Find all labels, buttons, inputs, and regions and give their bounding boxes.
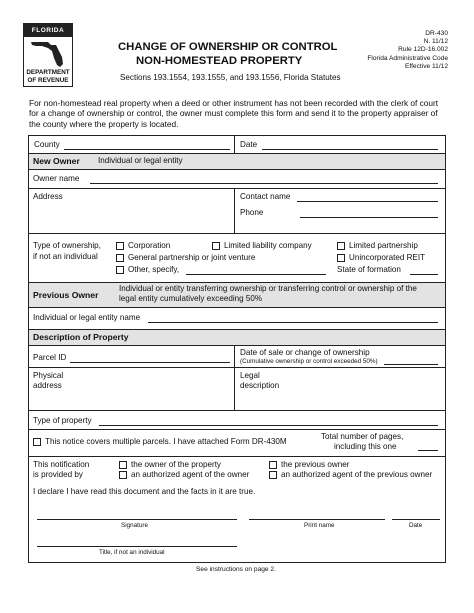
date-of-sale-note: (Cumulative ownership or control exceeded 50%) xyxy=(240,358,378,365)
new-owner-band xyxy=(29,153,445,169)
florida-dor-logo xyxy=(23,23,73,87)
county-field[interactable] xyxy=(64,149,230,150)
general-partnership-checkbox[interactable] xyxy=(116,254,124,262)
print-name-caption: Print name xyxy=(304,522,335,529)
type-of-property-field[interactable] xyxy=(99,425,438,426)
rule xyxy=(28,188,446,189)
date-of-sale-field[interactable] xyxy=(384,364,438,365)
date-of-sale-label: Date of sale or change of ownership xyxy=(240,348,370,357)
logo-revenue-text: OF REVENUE xyxy=(27,77,69,84)
contact-name-field[interactable] xyxy=(297,201,438,202)
owner-checkbox[interactable] xyxy=(119,461,127,469)
agent-of-owner-label: an authorized agent of the owner xyxy=(131,470,250,479)
date-caption: Date xyxy=(409,522,423,529)
other-checkbox[interactable] xyxy=(116,266,124,274)
other-label: Other, specify, xyxy=(128,265,180,274)
rule xyxy=(28,367,446,368)
physical-address-label-2: address xyxy=(33,381,62,390)
address-label: Address xyxy=(33,192,63,201)
rule xyxy=(28,307,446,308)
parcel-id-label: Parcel ID xyxy=(33,353,67,362)
rule xyxy=(28,329,446,330)
agent-of-owner-checkbox[interactable] xyxy=(119,471,127,479)
reit-label: Unincorporated REIT xyxy=(349,253,426,262)
parcel-id-field[interactable] xyxy=(70,362,230,363)
ownership-type-label-2: if not an individual xyxy=(33,252,98,261)
contact-name-label: Contact name xyxy=(240,192,291,201)
rule xyxy=(28,153,446,154)
logo-top-text: FLORIDA xyxy=(24,24,72,37)
legal-description-label-2: description xyxy=(240,381,280,390)
form-id-line: N. 11/12 xyxy=(423,38,448,46)
phone-field[interactable] xyxy=(300,217,438,218)
total-pages-label-2: including this one xyxy=(334,442,397,451)
limited-partnership-checkbox[interactable] xyxy=(337,242,345,250)
previous-owner-option-label: the previous owner xyxy=(281,460,350,469)
print-name-line[interactable] xyxy=(249,519,385,520)
statutes-citation: Sections 193.1554, 193.1555, and 193.1556, Florida Statutes xyxy=(120,73,341,82)
corporation-label: Corporation xyxy=(128,241,171,250)
rule xyxy=(28,282,446,283)
rule xyxy=(234,345,235,410)
multiple-parcels-label: This notice covers multiple parcels. I have attached Form DR-430M xyxy=(45,437,287,446)
form-title-line1: CHANGE OF OWNERSHIP OR CONTROL xyxy=(118,41,338,53)
rule xyxy=(234,135,235,153)
county-label: County xyxy=(34,140,60,149)
form-id-line: Effective 11/12 xyxy=(404,62,448,70)
llc-label: Limited liability company xyxy=(224,241,312,250)
signature-line[interactable] xyxy=(37,519,237,520)
title-caption: Title, if not an individual xyxy=(99,549,165,556)
signature-caption: Signature xyxy=(121,522,148,529)
declaration-text: I declare I have read this document and the facts in it are true. xyxy=(33,487,256,496)
other-specify-field[interactable] xyxy=(186,274,326,275)
new-owner-subtitle: Individual or legal entity xyxy=(98,156,183,165)
physical-address-label-1: Physical xyxy=(33,371,64,380)
title-line[interactable] xyxy=(37,546,237,547)
agent-of-previous-owner-checkbox[interactable] xyxy=(269,471,277,479)
state-of-formation-field[interactable] xyxy=(410,274,438,275)
llc-checkbox[interactable] xyxy=(212,242,220,250)
previous-owner-desc-1: Individual or entity transferring ownership or transferring control or ownership of the xyxy=(119,284,417,293)
intro-paragraph: For non-homestead real property when a deed or other instrument has not been recorded with the clerk of court for a change of ownership or control, the owner must complete this form and send it to the property appraiser of the county where the property is located. xyxy=(29,98,439,129)
form-id-line: Florida Administrative Code xyxy=(367,54,448,62)
individual-name-label: Individual or legal entity name xyxy=(33,313,141,322)
owner-name-field[interactable] xyxy=(90,183,438,184)
date-field[interactable] xyxy=(262,149,438,150)
form-number xyxy=(367,30,448,71)
owner-name-label: Owner name xyxy=(33,174,80,183)
rule xyxy=(28,456,446,457)
footer-instructions: See instructions on page 2. xyxy=(196,566,276,573)
limited-partnership-label: Limited partnership xyxy=(349,241,418,250)
agent-of-previous-owner-label: an authorized agent of the previous owner xyxy=(281,470,433,479)
previous-owner-checkbox[interactable] xyxy=(269,461,277,469)
phone-label: Phone xyxy=(240,208,264,217)
rule xyxy=(28,169,446,170)
rule xyxy=(28,429,446,430)
rule xyxy=(234,188,235,233)
property-heading: Description of Property xyxy=(33,332,129,342)
rule xyxy=(28,345,446,346)
general-partnership-label: General partnership or joint venture xyxy=(128,253,256,262)
date-label: Date xyxy=(240,140,258,149)
rule xyxy=(28,233,446,234)
total-pages-label-1: Total number of pages, xyxy=(321,432,404,441)
total-pages-field[interactable] xyxy=(418,450,438,451)
form-id-line: DR-430 xyxy=(425,30,448,37)
reit-checkbox[interactable] xyxy=(337,254,345,262)
notification-label-2: is provided by xyxy=(33,470,83,479)
sign-date-line[interactable] xyxy=(392,519,440,520)
logo-department-text: DEPARTMENT xyxy=(26,69,70,76)
notification-label-1: This notification xyxy=(33,460,90,469)
state-of-formation-label: State of formation xyxy=(337,265,401,274)
form-title-line2: NON-HOMESTEAD PROPERTY xyxy=(136,55,303,67)
individual-name-field[interactable] xyxy=(148,322,438,323)
florida-map-icon xyxy=(30,40,66,68)
previous-owner-heading: Previous Owner xyxy=(33,290,99,300)
owner-option-label: the owner of the property xyxy=(131,460,221,469)
previous-owner-desc-2: legal entity cumulatively exceeding 50% xyxy=(119,294,263,303)
multiple-parcels-checkbox[interactable] xyxy=(33,438,41,446)
rule xyxy=(28,410,446,411)
corporation-checkbox[interactable] xyxy=(116,242,124,250)
legal-description-label-1: Legal xyxy=(240,371,260,380)
form-frame xyxy=(28,135,446,563)
type-of-property-label: Type of property xyxy=(33,416,92,425)
ownership-type-label-1: Type of ownership, xyxy=(33,241,101,250)
new-owner-heading: New Owner xyxy=(33,156,80,166)
form-id-line: Rule 12D-16.002 xyxy=(398,46,448,54)
